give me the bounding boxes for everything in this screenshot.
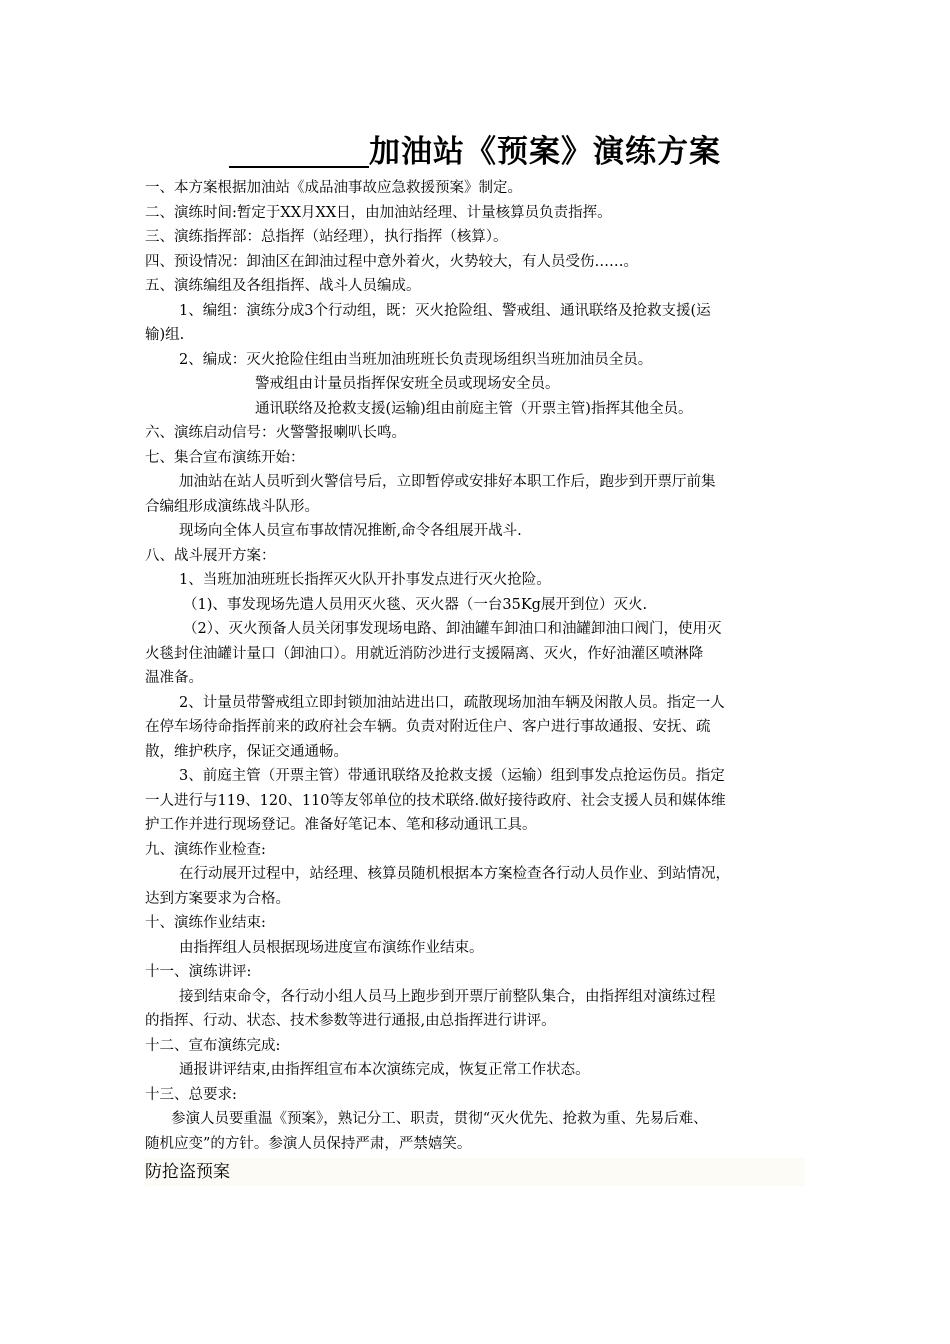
paragraph-line: 合编组形成演练战斗队形。	[145, 498, 319, 515]
paragraph-line: 1、当班加油班班长指挥灭火队开扑事发点进行灭火抢险。	[179, 572, 551, 588]
paragraph-line: 通讯联络及抢救支援(运输)组由前庭主管（开票主管)指挥其他全员。	[255, 400, 693, 417]
paragraph-line: 在行动展开过程中，站经理、核算员随机根据本方案检查各行动人员作业、到站情况，	[179, 866, 730, 882]
section-8: 八、战斗展开方案：	[145, 547, 276, 564]
paragraph-line: （2）、灭火预备人员关闭事发现场电路、卸油罐车卸油口和油罐卸油口阀门，使用灭	[183, 621, 722, 637]
paragraph-line: 现场向全体人员宣布事故情况推断,命令各组展开战斗.	[179, 523, 522, 539]
paragraph-line: 护工作并进行现场登记。准备好笔记本、笔和移动通讯工具。	[145, 817, 537, 833]
paragraph-line: 警戒组由计量员指挥保安班全员或现场安全员。	[255, 376, 560, 392]
section-5: 五、演练编组及各组指挥、战斗人员编成。	[145, 278, 421, 294]
paragraph-line: 温准备。	[145, 670, 203, 686]
section-13: 十三、总要求:	[145, 1086, 237, 1103]
paragraph-line: 由指挥组人员根据现场进度宣布演练作业结束。	[179, 939, 484, 956]
paragraph-line: 2、编成：灭火抢险住组由当班加油班班长负责现场组织当班加油员全员。	[179, 351, 653, 368]
section-4: 四、预设情况：卸油区在卸油过程中意外着火，火势较大，有人员受伤……。	[145, 253, 638, 270]
section-1: 一、本方案根据加油站《成品油事故应急救援预案》制定。	[145, 180, 522, 196]
document-page	[145, 130, 815, 1186]
paragraph-line: 通报讲评结束,由指挥组宣布本次演练完成，恢复正常工作状态。	[179, 1062, 590, 1078]
title-text: 加油站《预案》演练方案	[369, 134, 721, 170]
paragraph-line: （1)、事发现场先遣人员用灭火毯、灭火器（一台35Kg展开到位）灭火.	[183, 596, 648, 613]
paragraph-line: 3、前庭主管（开票主管）带通讯联络及抢救支援（运输）组到事发点抢运伤员。指定	[179, 768, 725, 784]
paragraph-line: 在停车场待命指挥前来的政府社会车辆。负责对附近住户、客户进行事故通报、安抚、疏	[145, 719, 711, 735]
section-11: 十一、演练讲评:	[145, 964, 252, 980]
paragraph-line: 散，维护秩序，保证交通通畅。	[145, 743, 348, 760]
next-section-heading: 防抢盗预案	[145, 1158, 805, 1186]
paragraph-line: 2、计量员带警戒组立即封锁加油站进出口，疏散现场加油车辆及闲散人员。指定一人	[179, 694, 725, 711]
paragraph-line: 的指挥、行动、状态、技术参数等进行通报,由总指挥进行讲评。	[145, 1013, 556, 1029]
title-blank-underline	[229, 136, 369, 168]
section-6: 六、演练启动信号：火警警报喇叭长鸣。	[145, 425, 406, 441]
paragraph-line: 加油站在站人员听到火警信号后，立即暂停或安排好本职工作后，跑步到开票厅前集	[179, 474, 716, 490]
paragraph-line: 火毯封住油罐计量口（卸油口）。用就近消防沙进行支援隔离、灭火，作好油灌区喷淋降	[145, 645, 704, 662]
paragraph-line: 达到方案要求为合格。	[145, 890, 290, 907]
paragraph-line: 参演人员要重温《预案》，熟记分工、职责，贯彻“灭火优先、抢救为重、先易后难、	[171, 1111, 708, 1127]
paragraph-line: 1、编组：演练分成3个行动组，既：灭火抢险组、警戒组、通讯联络及抢救支援(运	[179, 302, 711, 319]
document-title	[135, 130, 815, 174]
paragraph-line: 随机应变”的方针。参演人员保持严肃，严禁嬉笑。	[145, 1135, 472, 1152]
section-12: 十二、宣布演练完成:	[145, 1037, 281, 1054]
section-2: 二、演练时间:暂定于XX月XX日，由加油站经理、计量核算员负责指挥。	[145, 204, 612, 221]
section-3: 三、演练指挥部：总指挥（站经理），执行指挥（核算）。	[145, 229, 508, 245]
section-9: 九、演练作业检查:	[145, 841, 266, 858]
section-10: 十、演练作业结束:	[145, 915, 266, 931]
paragraph-line: 接到结束命令，各行动小组人员马上跑步到开票厅前整队集合，由指挥组对演练过程	[179, 988, 716, 1005]
paragraph-line: 输)组.	[145, 327, 185, 343]
paragraph-line: 一人进行与119、120、110等友邻单位的技术联络.做好接待政府、社会支援人员和媒体维	[145, 792, 726, 809]
section-7: 七、集合宣布演练开始：	[145, 449, 305, 466]
